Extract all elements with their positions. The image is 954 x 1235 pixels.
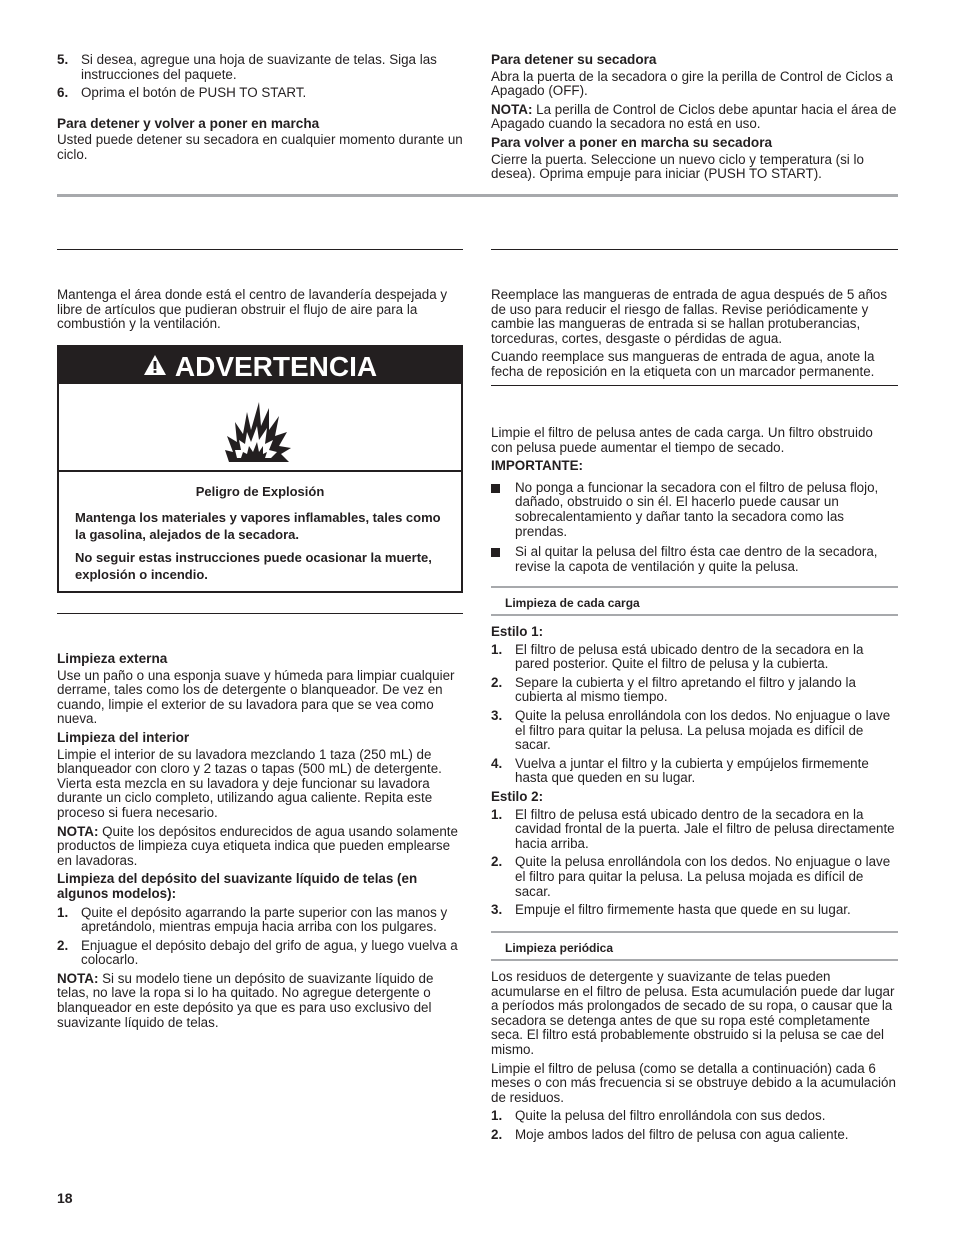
step-text: Vuelva a juntar el filtro y la cubierta y empújelos firmemente hasta que queden en su lugar. — [515, 755, 869, 786]
each-load-column — [491, 625, 898, 922]
important-label: IMPORTANTE: — [491, 458, 583, 474]
warning-title: ADVERTENCIA — [174, 351, 378, 382]
style-1-step: 2. Separe la cubierta y el filtro apretando el filtro y jalando la cubierta al mismo tiempo. — [491, 674, 856, 705]
bullet-square — [491, 484, 500, 493]
step-text: El filtro de pelusa está ubicado dentro de la secadora en la pared posterior. Quite el filtro de pelusa y la cubierta. — [515, 641, 864, 672]
note-text: La perilla de Control de Ciclos debe apuntar hacia el área de Apagado cuando la secadora no está en uso. — [491, 101, 897, 132]
warning-line-2: No seguir estas instrucciones puede ocasionar la muerte, explosión o incendio. — [75, 550, 432, 582]
lint-column — [491, 426, 898, 580]
step-text: El filtro de pelusa está ubicado dentro de la secadora en la cavidad frontal de la puerta. Jale el filtro de pelusa directamente hacia arriba. — [515, 806, 895, 851]
area-paragraph — [57, 288, 464, 336]
each-load-heading: Limpieza de cada carga — [505, 596, 640, 610]
periodic-subhead — [491, 931, 898, 961]
page-number: 18 — [57, 1190, 73, 1206]
step-text: Quite la pelusa enrollándola con los dedos. No enjuague o lave el filtro para quitar la pelusa. La pelusa mojada es difícil de sacar. — [515, 707, 891, 753]
step-text: Oprima el botón de PUSH TO START. — [81, 85, 307, 101]
stop-note — [491, 103, 898, 132]
hoses-paragraph-1: Reemplace las mangueras de entrada de agua después de 5 años de uso para reducir el riesgo de fallas. Revise periódicamente y cambie las mangueras de entrada si se hallan protuberancias, torceduras, cortes, desgaste o pérdidas de agua. — [491, 287, 888, 346]
lint-bullet — [491, 545, 898, 574]
restart-text: Usted puede detener su secadora en cualquier momento durante un ciclo. — [57, 132, 463, 162]
cleaning-note-1 — [57, 825, 464, 869]
warning-box — [57, 345, 463, 593]
step-6: 6. Oprima el botón de PUSH TO START. — [57, 85, 307, 101]
interior-cleaning-heading: Limpieza del interior — [57, 729, 190, 745]
section-divider — [57, 194, 898, 197]
periodic-step: 2. Moje ambos lados del filtro de pelusa con agua caliente. — [491, 1126, 849, 1142]
step-text: Quite la pelusa del filtro enrollándola con sus dedos. — [515, 1108, 826, 1124]
top-left-column — [57, 53, 464, 167]
softener-step: 1. Quite el depósito agarrando la parte superior con las manos y apretándolo, mientras empuja hacia arriba con los pulgares. — [57, 904, 448, 935]
area-text: Mantenga el área donde está el centro de lavandería despejada y libre de artículos que pudieran obstruir el flujo de aire para la combustión y la ventilación. — [57, 287, 448, 332]
step-text: Empuje el filtro firmemente hasta que quede en su lugar. — [515, 902, 851, 918]
each-load-subhead — [491, 586, 898, 616]
restart-heading: Para detener y volver a poner en marcha — [57, 115, 320, 131]
lint-bullet — [491, 481, 898, 539]
step-text: Quite el depósito agarrando la parte superior con las manos y apretándolo, mientras empuja hacia arriba con los pulgares. — [81, 904, 448, 935]
cleaning-column — [57, 652, 464, 1034]
step-text: Quite la pelusa enrollándola con los dedos. No enjuague o lave el filtro para quitar la pelusa. La pelusa mojada es difícil de sacar. — [515, 854, 891, 899]
note-label: NOTA: — [491, 101, 533, 117]
left-section-rule — [57, 249, 463, 250]
style-2-label: Estilo 2: — [491, 788, 544, 804]
warning-header — [59, 347, 461, 384]
periodic-paragraph-2: Limpie el filtro de pelusa (como se detalla a continuación) cada 6 meses o con más frecuencia si se obstruye debido a la acumulación de residuos. — [491, 1060, 896, 1105]
stop-heading: Para detener su secadora — [491, 52, 657, 67]
bullet-square — [491, 548, 500, 557]
warning-line-1: Mantenga los materiales y vapores inflamables, tales como la gasolina, alejados de la secadora. — [75, 510, 441, 542]
softener-heading: Limpieza del depósito del suavizante líquido de telas (en algunos modelos): — [57, 871, 418, 901]
periodic-step: 1. Quite la pelusa del filtro enrollándola con sus dedos. — [491, 1108, 826, 1124]
style-1-label: Estilo 1: — [491, 624, 544, 639]
periodic-paragraph-1: Los residuos de detergente y suavizante de telas pueden acumularse en el filtro de pelusa. Esta acumulación puede dar lugar a períodos más prolongados de secado de su ropa, o causar que la secadora se detenga antes de que su ropa esté completamente seca. El filtro está probablemente obstruido si la pelusa se cae del mismo. — [491, 969, 895, 1057]
hoses-column — [491, 288, 898, 384]
step-text: Moje ambos lados del filtro de pelusa con agua caliente. — [515, 1126, 849, 1142]
step-5: 5. Si desea, agregue una hoja de suavizante de telas. Siga las instrucciones del paquete. — [57, 52, 437, 82]
step-text: Si desea, agregue una hoja de suavizante de telas. Siga las instrucciones del paquete. — [81, 52, 437, 82]
style-1-step: 1. El filtro de pelusa está ubicado dentro de la secadora en la pared posterior. Quite el filtro de pelusa y la cubierta. — [491, 641, 864, 672]
warning-hazard: Peligro de Explosión — [195, 484, 325, 499]
softener-step: 2. Enjuague el depósito debajo del grifo de agua, y luego vuelva a colocarlo. — [57, 937, 458, 968]
warning-text — [75, 483, 445, 589]
external-cleaning-text: Use un paño o una esponja suave y húmeda para limpiar cualquier derrame, tales como los de detergente o blanqueador. De vez en cuando, limpie el exterior de su lavadora para que se vea como nueva. — [57, 667, 455, 727]
periodic-column — [491, 970, 898, 1147]
style-1-step: 4. Vuelva a juntar el filtro y la cubierta y empújelos firmemente hasta que queden en su lugar. — [491, 755, 869, 786]
step-text: Enjuague el depósito debajo del grifo de agua, y luego vuelva a colocarlo. — [81, 937, 458, 968]
cleaning-section-rule — [57, 613, 463, 614]
periodic-heading: Limpieza periódica — [505, 941, 614, 955]
external-cleaning-heading: Limpieza externa — [57, 651, 168, 666]
top-right-column — [491, 53, 898, 186]
right-section-rule — [491, 249, 898, 250]
explosion-icon — [59, 384, 461, 472]
bullet-text: Si al quitar la pelusa del filtro ésta cae dentro de la secadora, revise la capota de ventilación y quite la pelusa. — [515, 544, 878, 574]
warning-triangle-icon — [143, 347, 167, 386]
note-label: NOTA: — [57, 823, 99, 839]
note-label: NOTA: — [57, 970, 99, 986]
cleaning-note-2 — [57, 972, 464, 1030]
hoses-section-rule — [491, 385, 898, 386]
style-2-step: 3. Empuje el filtro firmemente hasta que quede en su lugar. — [491, 902, 851, 918]
resume-text: Cierre la puerta. Seleccione un nuevo ciclo y temperatura (si lo desea). Oprima empuje para iniciar (PUSH TO START). — [491, 151, 864, 182]
style-2-step: 2. Quite la pelusa enrollándola con los dedos. No enjuague o lave el filtro para quitar la pelusa. La pelusa mojada es difícil de sacar. — [491, 854, 891, 899]
style-1-step: 3. Quite la pelusa enrollándola con los dedos. No enjuague o lave el filtro para quitar la pelusa. La pelusa mojada es difícil de sacar. — [491, 707, 891, 753]
note-text: Si su modelo tiene un depósito de suavizante líquido de telas, no lave la ropa si lo ha quitado. No agregue detergente o blanqueador en este depósito ya que es para uso exclusivo del suavizante líquido de telas. — [57, 970, 434, 1030]
resume-heading: Para volver a poner en marcha su secadora — [491, 134, 773, 150]
bullet-text: No ponga a funcionar la secadora con el filtro de pelusa flojo, dañado, obstruido o sin él. El hacerlo puede causar un sobrecalentamiento y dañar tanto la secadora como las prendas. — [515, 479, 879, 539]
style-2-step: 1. El filtro de pelusa está ubicado dentro de la secadora en la cavidad frontal de la puerta. Jale el filtro de pelusa directamente hacia arriba. — [491, 806, 895, 851]
interior-cleaning-text: Limpie el interior de su lavadora mezclando 1 taza (250 mL) de blanqueador con cloro y 2 tazas o tapas (500 mL) de detergente. Vierta esta mezcla en su lavadora y deje funcionar su lavadora durante un ciclo completo, utilizando agua caliente. Repita este proceso si fuera necesario. — [57, 746, 442, 820]
step-text: Separe la cubierta y el filtro apretando el filtro y jalando la cubierta al mismo tiempo. — [515, 674, 856, 705]
stop-text: Abra la puerta de la secadora o gire la perilla de Control de Ciclos a Apagado (OFF). — [491, 68, 893, 99]
note-text: Quite los depósitos endurecidos de agua usando solamente productos de limpieza cuya etiqueta indica que pueden emplearse en lavadoras. — [57, 823, 458, 868]
lint-intro: Limpie el filtro de pelusa antes de cada carga. Un filtro obstruido con pelusa puede aumentar el tiempo de secado. — [491, 425, 873, 455]
hoses-paragraph-2: Cuando reemplace sus mangueras de entrada de agua, anote la fecha de reposición en la etiqueta con un marcador permanente. — [491, 349, 875, 379]
